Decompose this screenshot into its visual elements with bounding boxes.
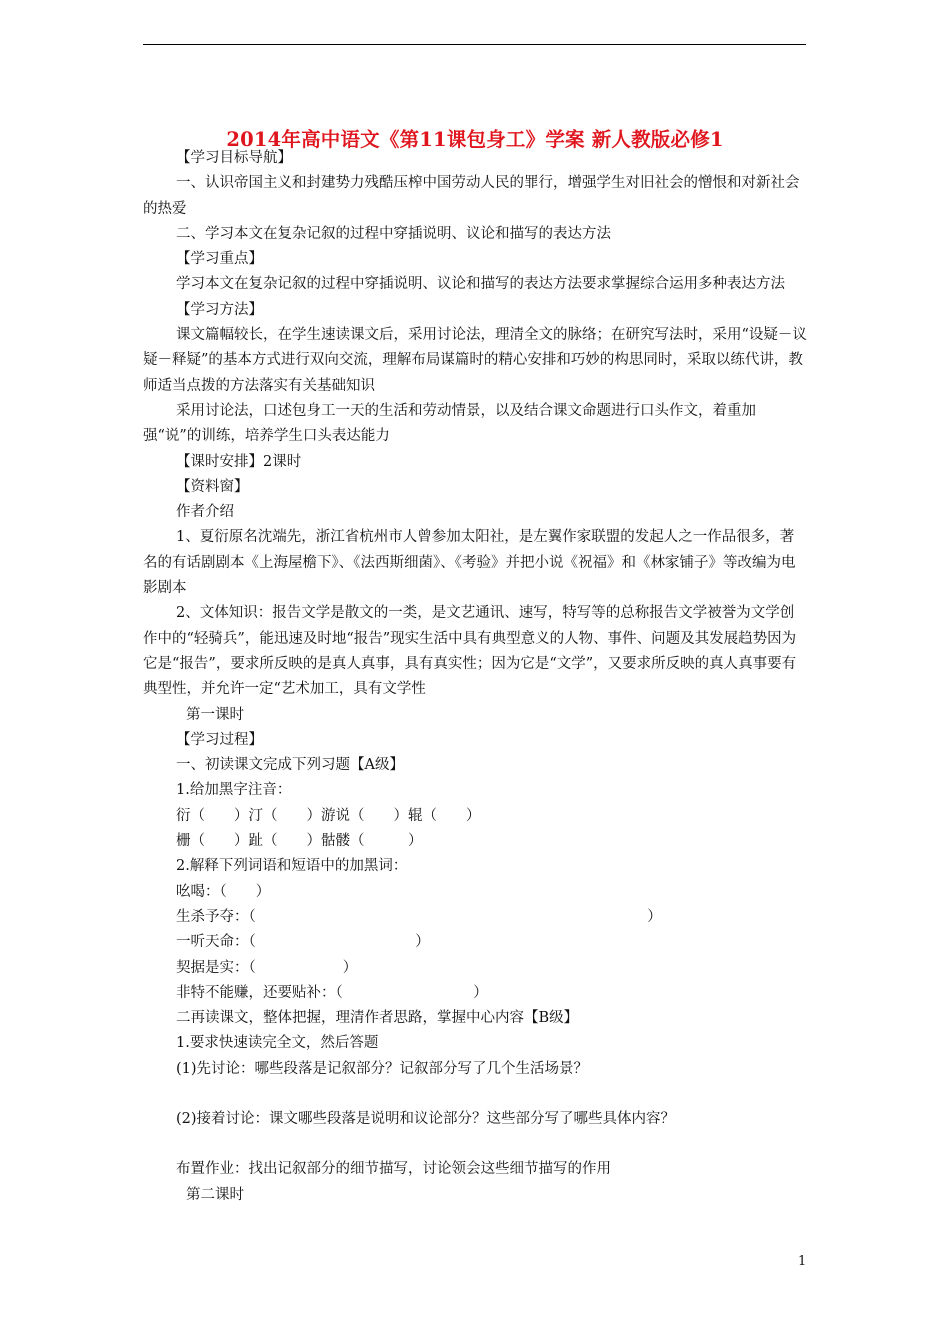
body-paragraph: 一、认识帝国主义和封建势力残酷压榨中国劳动人民的罪行，增强学生对旧社会的憎恨和对新社会的热爱 [143, 175, 800, 217]
header-rule [143, 44, 806, 45]
body-paragraph: 【学习重点】 [176, 251, 263, 268]
body-paragraph: 【课时安排】2课时 [176, 453, 302, 470]
body-paragraph: 布置作业：找出记叙部分的细节描写，讨论领会这些细节描写的作用 [176, 1161, 611, 1178]
body-paragraph: 2、文体知识：报告文学是散文的一类，是文艺通讯、速写，特写等的总称报告文学被誉为文学创作中的“轻骑兵”，能迅速及时地“报告”现实生活中具有典型意义的人物、事件、问题及其发展趋势因为它是“报告”，要求所反映的是真人真事，具有真实性；因为它是“文学”，又要求所反映的真人真事要有典型性，并允许一定“艺术加工，具有文学性 [143, 605, 797, 698]
body-paragraph: 二再读课文，整体把握，理清作者思路，掌握中心内容【B级】 [176, 1010, 579, 1027]
body-paragraph: 1.给加黑字注音： [176, 782, 292, 799]
body-paragraph: 第一课时 [186, 706, 244, 723]
body-paragraph: 栅（ ）趾（ ）骷髅（ ） [176, 833, 423, 850]
body-paragraph: 衍（ ）汀（ ）游说（ ）辊（ ） [176, 807, 481, 824]
body-paragraph: 1.要求快速读完全文，然后答题 [176, 1035, 379, 1052]
body-paragraph: 一、初读课文完成下列习题【A级】 [176, 757, 404, 774]
body-paragraph: 作者介绍 [176, 504, 234, 521]
body-paragraph: 二、学习本文在复杂记叙的过程中穿插说明、议论和描写的表达方法 [176, 225, 611, 242]
body-paragraph: 【资料窗】 [176, 478, 249, 495]
body-paragraph: 吆喝：（ ） [176, 883, 271, 900]
body-paragraph: 【学习过程】 [176, 731, 263, 748]
blank-line [143, 1082, 808, 1107]
body-paragraph: 第二课时 [186, 1186, 244, 1203]
body-paragraph: 课文篇幅较长，在学生速读课文后，采用讨论法，理清全文的脉络；在研究写法时，采用“设疑－议疑－释疑”的基本方式进行双向交流，理解布局谋篇时的精心安排和巧妙的构思同时，采取以练代讲，教师适当点拨的方法落实有关基础知识 [143, 327, 807, 394]
document-title: 2014年高中语文《第11课包身工》学案 新人教版必修1 [226, 128, 724, 151]
body-paragraph: 【学习方法】 [176, 301, 263, 318]
blank-line [143, 1132, 808, 1157]
body-paragraph: 1、夏衍原名沈端先，浙江省杭州市人曾参加太阳社，是左翼作家联盟的发起人之一作品很多，著名的有话剧剧本《上海屋檐下》、《法西斯细菌》、《考验》并把小说《祝福》和《林家铺子》等改编为电影剧本 [143, 529, 796, 597]
document-body [143, 146, 808, 1208]
body-paragraph: 【学习目标导航】 [176, 150, 292, 166]
body-paragraph: 非特不能赚，还要贴补：（ ） [176, 984, 488, 1001]
page-number: 1 [798, 1254, 807, 1269]
body-paragraph: 契据是实：（ ） [176, 959, 358, 976]
body-paragraph: 生杀予夺：（ ） [176, 908, 662, 925]
body-paragraph: 2.解释下列词语和短语中的加黑词： [176, 858, 408, 875]
body-paragraph: 一听天命：（ ） [176, 934, 430, 951]
body-paragraph: (2)接着讨论：课文哪些段落是说明和议论部分？这些部分写了哪些具体内容？ [176, 1110, 676, 1127]
body-paragraph: 采用讨论法，口述包身工一天的生活和劳动情景，以及结合课文命题进行口头作文，着重加强“说”的训练，培养学生口头表达能力 [143, 402, 756, 445]
body-paragraph: 学习本文在复杂记叙的过程中穿插说明、议论和描写的表达方法要求掌握综合运用多种表达方法 [176, 276, 785, 293]
body-paragraph: (1)先讨论：哪些段落是记叙部分？记叙部分写了几个生活场景？ [176, 1060, 589, 1077]
